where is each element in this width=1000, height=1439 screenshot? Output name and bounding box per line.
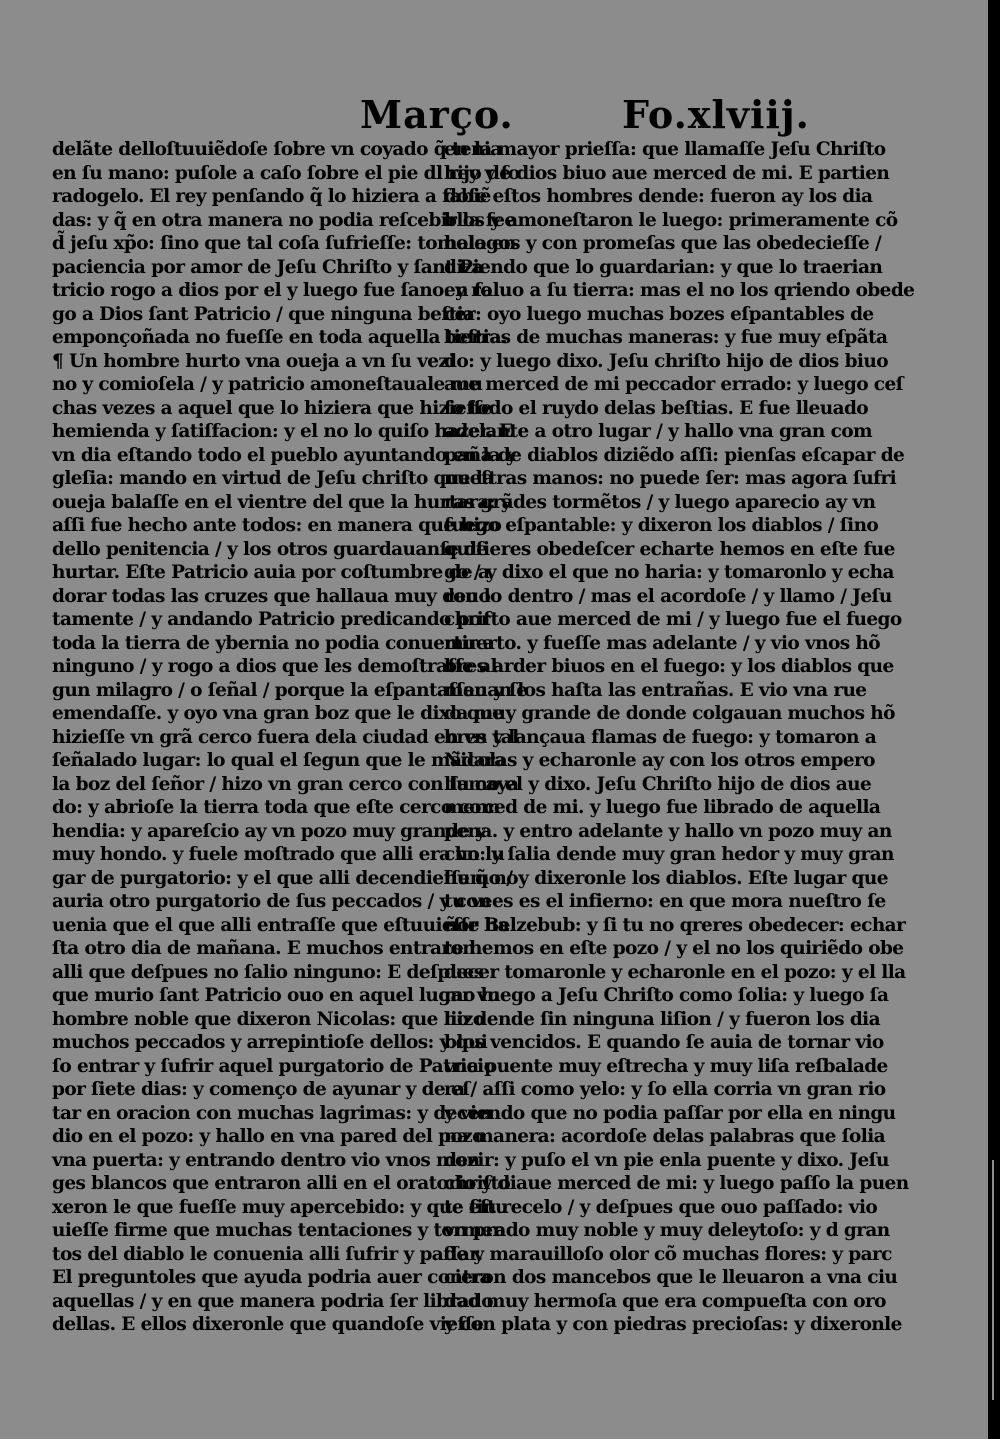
text-line: dad muy hermoſa que era compueſta con oro: [444, 1290, 886, 1312]
text-line: en ſu mano: puſole a caſo ſobre el pie dl rey y ſo: [52, 162, 520, 184]
folio-number: Fo.xlviij.: [622, 92, 810, 137]
text-line: toda la tierra de ybernia no podia conuertir a: [52, 632, 495, 654]
text-line: tos del diablo le conuenia alli ſufrir y paſſar.: [52, 1243, 483, 1265]
text-line: cho: y ſalia dende muy gran hedor y muy gran: [444, 844, 894, 865]
text-line: por ſiete dias: y començo de ayunar y de eſ: [52, 1079, 470, 1100]
left-text-column: [52, 138, 528, 1337]
text-line: blos y amoneſtaron le luego: primeramente cõ: [444, 209, 898, 231]
text-line: tamente / y andando Patricio predicando por: [52, 609, 490, 630]
text-line: ra / aſſi como yelo: y ſo ella corria vn gran rio: [444, 1079, 886, 1100]
text-line: oueja balaſſe en el vientre del que la hurtara: y: [52, 491, 511, 513]
text-line: y viendo que no podia paſſar por ella en ningu: [444, 1102, 896, 1124]
text-line: vna puente muy eſtrecha y muy liſa reſbalade: [444, 1055, 888, 1077]
text-line: aſſi fue hecho ante todos: en manera que hizo: [52, 515, 502, 536]
text-line: alli que deſpues no ſalio ninguno: E deſpues: [52, 961, 484, 983]
text-line: da muy grande de donde colgauan muchos hõ: [444, 703, 895, 724]
text-line: pena. y entro adelante y hallo vn pozo muy an: [444, 820, 892, 842]
text-line: chriſto aue merced de mi / y luego fue el fuego: [444, 609, 902, 630]
text-line: ſeñalado lugar: lo qual el ſegun que le mãdara: [52, 750, 506, 771]
running-title: Março.: [360, 92, 514, 137]
text-line: do: y luego dixo. Jeſu chriſto hijo de dios biuo: [444, 350, 888, 372]
text-line: no y comioſela / y patricio amoneſtauale mu: [52, 374, 483, 395]
text-line: delãte delloſtuuiẽdoſe ſobre vn coyado q̃ tenia: [52, 139, 502, 160]
text-line: adelante a otro lugar / y hallo vna gran com: [444, 421, 872, 442]
text-line: ſo todo el ruydo delas beſtias. E fue lleuado: [444, 397, 869, 419]
text-line: vn dia eſtando todo el pueblo ayuntando en la y: [52, 444, 517, 466]
text-line: dio en el pozo: y hallo en vna pared del pozo: [52, 1126, 484, 1147]
text-line: ras grãdes tormẽtos / y luego aparecio ay vn: [444, 491, 876, 513]
text-line: xeron le que fueſſe muy apercebido: y que eſtu: [52, 1196, 509, 1218]
text-line: go / y dixo el que no haria: y tomaronlo y echa: [444, 562, 894, 583]
text-line: muchos peccados y arrepintioſe dellos: y qui: [52, 1032, 488, 1053]
text-line: merced de mi. y luego fue librado de aquella: [444, 797, 881, 818]
text-line: la boz del ſeñor / hizo vn gran cerco con ſu caya: [52, 773, 519, 795]
text-line: das: y q̃ en otra manera no podia reſcebir la fee: [52, 209, 516, 231]
text-line: bres arder biuos en el fuego: y los diablos que: [444, 656, 894, 677]
text-line: tricio rogo a dios por el y luego fue ſano. y ro: [52, 280, 493, 301]
text-line: quiſieres obedeſcer echarte hemos en eſte fue: [444, 538, 895, 560]
text-line: uieſſe firme que muchas tentaciones y tormen: [52, 1220, 506, 1241]
text-line: paña de diablos diziẽdo aſſi: pienſas eſcapar de: [444, 444, 905, 466]
text-line: gun milagro / o ſeñal / porque la eſpantaſſen y ſe: [52, 679, 528, 701]
text-line: en ſaluo a ſu tierra: mas el no los qriendo obede: [444, 280, 915, 301]
text-line: dellas. E ellos dixeronle que quandoſe vieſſe: [52, 1314, 484, 1335]
text-line: dezir: y puſo el vn pie enla puente y dixo. Jeſu: [444, 1149, 889, 1171]
text-line: lio dende ſin ninguna liſion / y fueron los dia: [444, 1008, 880, 1030]
text-line: ſo entrar y ſufrir aquel purgatorio de Patricio: [52, 1055, 496, 1077]
text-line: blos vencidos. E quando ſe auia de tornar vio: [444, 1032, 884, 1053]
text-line: te hemos en eſte pozo / y el no los quiriẽdo obe: [444, 938, 904, 959]
text-line: diziendo que lo guardarian: y que lo traerian: [444, 256, 883, 278]
text-line: chriſto aue merced de mi: y luego paſſo la puen: [444, 1173, 909, 1194]
text-line: hizieſſe vn grã cerco fuera dela ciudad en vn tal: [52, 726, 519, 748]
text-line: fuego eſpantable: y dixeron los diablos / ſino: [444, 515, 879, 536]
text-line: ron lo dentro / mas el acordoſe / y llamo / Jeſu: [444, 585, 892, 607]
text-line: cer: oyo luego muchas bozes eſpantables de: [444, 303, 874, 325]
text-line: d̃ jeſu xp̃o: ſino que tal coſa ſufrieſſe: tomolo en: [52, 233, 516, 254]
text-line: emponçoñada no fueſſe en toda aquella tierra.: [52, 327, 507, 348]
text-line: tu vees es el infierno: en que mora nueſtro ſe: [444, 891, 886, 912]
text-line: El preguntoles que ayuda podria auer contra: [52, 1267, 491, 1288]
text-line: halagos y con promeſas que las obedecieſſe /: [444, 233, 882, 254]
text-line: ¶ Un hombre hurto vna oueja a vn ſu vezi: [52, 350, 455, 372]
text-line: hemienda y ſatiſfacion: y el no lo quiſo hazer. E: [52, 421, 513, 442]
right-text-column: [444, 138, 915, 1337]
text-line: ges blancos que entraron alli en el oratorio y di: [52, 1173, 517, 1194]
text-line: do: y abrioſe la tierra toda que eſte cerco com: [52, 797, 500, 818]
text-line: tar en oracion con muchas lagrimas: y decen: [52, 1102, 492, 1124]
text-line: muerto. y fueſſe mas adelante / y vio vnos hõ: [444, 632, 880, 654]
text-line: ſta otro dia de mañana. E muchos entraron: [52, 938, 476, 959]
text-line: vna puerta: y entrando dentro vio vnos mon: [52, 1149, 480, 1171]
text-line: dorar todas las cruzes que hallaua muy deuo: [52, 585, 491, 607]
text-line: ñor Belzebub: y ſi tu no qreres obedecer: echar: [444, 914, 906, 936]
text-line: que murio ſant Patricio ouo en aquel lugar vn: [52, 985, 500, 1006]
text-line: gar de purgatorio: y el que alli decendieſſe q̃ no: [52, 867, 518, 889]
text-line: y con plata y con piedras precioſas: y dixeronle: [444, 1314, 902, 1335]
text-line: hijo de dios biuo aue merced de mi. E partien: [444, 162, 890, 184]
text-line: hurtar. Eſte Patricio auia por coſtumbre de a: [52, 562, 490, 583]
text-line: chas vezes a aquel que lo hiziera que hizieſſe: [52, 397, 493, 419]
text-line: aue merced de mi peccador errado: y luego ceſ: [444, 374, 903, 395]
text-line: beſtias de muchas maneras: y fue muy eſpãta: [444, 327, 888, 348]
text-line: bres y lançaua flamas de fuego: y tomaron a: [444, 726, 877, 748]
text-line: mo luego a Jeſu Chriſto como ſolia: y luego ſa: [444, 985, 889, 1006]
text-line: hendia: y apareſcio ay vn pozo muy grande y: [52, 820, 486, 842]
text-line: mauan los haſta las entrañas. E vio vna rue: [444, 679, 867, 701]
text-line: doſe eſtos hombres dende: fueron ay los dia: [444, 186, 873, 207]
text-line: na manera: acordoſe delas palabras que ſolia: [444, 1126, 886, 1147]
page-header: [360, 92, 810, 142]
page-edge: [988, 0, 1000, 1439]
text-line: te ſin recelo / y deſpues que ouo paſſado: vio: [444, 1196, 878, 1218]
text-line: go a Dios ſant Patricio / que ninguna beſtia: [52, 303, 475, 325]
text-line: hombre noble que dixeron Nicolas: que hizo: [52, 1008, 485, 1030]
text-line: cieron dos mancebos que le lleuaron a vna ciu: [444, 1267, 898, 1288]
text-line: Nicolas y echaronle ay con los otros empero: [444, 750, 875, 771]
text-line: en la mayor prieſſa: que llamaſſe Jeſu Chriſto: [444, 139, 886, 160]
text-line: emendaſſe. y oyo vna gran boz que le dixo que: [52, 703, 504, 724]
text-line: dello penitencia / y los otros guardauanſe de: [52, 538, 488, 560]
text-line: aquellas / y en que manera podria ſer librado: [52, 1290, 493, 1312]
text-line: ninguno / y rogo a dios que les demoſtraſſe al: [52, 656, 497, 677]
text-line: humo / y dixeronle los diablos. Eſte lugar que: [444, 867, 888, 889]
text-line: auria otro purgatorio de ſus peccados / y con: [52, 891, 491, 912]
text-line: gleſia: mando en virtud de Jeſu chriſto que la: [52, 468, 494, 489]
text-line: vn prado muy noble y muy deleytoſo: y d gran: [444, 1220, 890, 1241]
text-line: nueſtras manos: no puede ſer: mas agora ſufri: [444, 468, 897, 489]
text-line: llamo el y dixo. Jeſu Chriſto hijo de dios aue: [444, 773, 872, 795]
text-line: muy hondo. y fuele moſtrado que alli era vn lu: [52, 844, 505, 865]
text-line: decer tomaronle y echaronle en el pozo: y el lla: [444, 961, 906, 983]
text-line: uenia que el que alli entraſſe que eſtuuieſſe ha: [52, 914, 510, 936]
text-line: paciencia por amor de Jeſu Chriſto y ſant Pa: [52, 256, 484, 278]
text-line: radogelo. El rey penſando q̃ lo hiziera a ſabiẽ: [52, 186, 491, 207]
text-line: de y marauilloſo olor cõ muchas flores: y parc: [444, 1243, 892, 1265]
